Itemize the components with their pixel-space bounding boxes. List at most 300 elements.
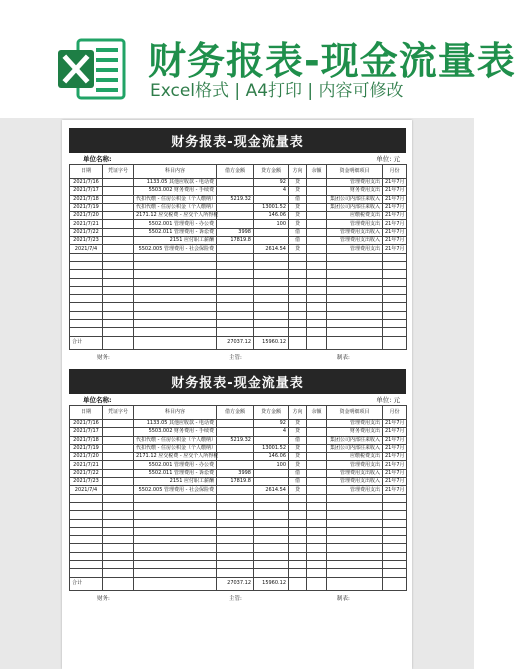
table-cell: [383, 253, 407, 261]
table-cell: [327, 536, 383, 544]
table-cell: [134, 536, 217, 544]
table-cell: [254, 228, 289, 236]
table-cell: [217, 320, 254, 328]
table-cell: [103, 502, 134, 510]
table-row: [70, 478, 407, 486]
table-cell: 管理费用支出: [327, 461, 383, 469]
table-cell: [70, 561, 103, 569]
blank-row: [70, 519, 407, 527]
unit-name-label: 单位名称:: [83, 396, 112, 404]
table-cell: 21年7月: [383, 486, 407, 494]
table-cell: 2021/7/16: [70, 179, 103, 187]
total-debit: 27037.12: [217, 577, 254, 590]
table-cell: 5502.011 管理费用 - 诉讼费: [134, 469, 217, 477]
table-cell: [307, 286, 327, 294]
table-cell: [103, 461, 134, 469]
table-cell: [307, 511, 327, 519]
table-cell: 管理费用支出: [327, 245, 383, 253]
blank-row: [70, 270, 407, 278]
table-cell: 21年7月: [383, 469, 407, 477]
unit-name-label: 单位名称:: [83, 155, 112, 163]
table-cell: [70, 328, 103, 336]
table-cell: 贷: [289, 453, 307, 461]
signature-row: [69, 350, 406, 362]
table-cell: 1133.05 其他应收款 - 电话费: [134, 420, 217, 428]
column-header: 凭证字号: [103, 406, 134, 420]
table-cell: [103, 494, 134, 502]
table-cell: [254, 569, 289, 577]
table-cell: 21年7月: [383, 203, 407, 211]
table-cell: [383, 261, 407, 269]
table-cell: [134, 253, 217, 261]
table-cell: [327, 311, 383, 319]
table-cell: 17819.8: [217, 478, 254, 486]
table-cell: [307, 478, 327, 486]
table-cell: 应缴税费支出: [327, 212, 383, 220]
table-cell: [307, 253, 327, 261]
table-cell: 2021/7/20: [70, 453, 103, 461]
sign-supervisor-label: 主管:: [229, 354, 242, 361]
table-cell: [327, 328, 383, 336]
table-cell: 5502.001 管理费用 - 办公费: [134, 220, 217, 228]
table-cell: [254, 502, 289, 510]
table-cell: [307, 179, 327, 187]
table-cell: [217, 261, 254, 269]
blank-row: [70, 561, 407, 569]
table-cell: [307, 428, 327, 436]
total-label: 合计: [70, 577, 103, 590]
column-header: 贷方金额: [254, 165, 289, 179]
table-cell: [103, 228, 134, 236]
table-cell: [103, 336, 134, 349]
table-cell: 21年7月: [383, 220, 407, 228]
table-cell: [289, 261, 307, 269]
table-cell: [103, 179, 134, 187]
table-cell: [103, 212, 134, 220]
table-cell: [103, 561, 134, 569]
table-cell: 贷: [289, 420, 307, 428]
table-cell: [254, 295, 289, 303]
table-cell: [383, 502, 407, 510]
table-cell: 管理费用支出收入: [327, 237, 383, 245]
table-cell: 贷: [289, 220, 307, 228]
table-cell: [103, 453, 134, 461]
table-cell: [289, 278, 307, 286]
table-cell: [307, 187, 327, 195]
table-cell: [289, 320, 307, 328]
column-header: 余额: [307, 165, 327, 179]
table-row: [70, 220, 407, 228]
table-cell: 2614.54: [254, 245, 289, 253]
table-cell: [70, 278, 103, 286]
table-cell: [383, 527, 407, 535]
table-cell: [103, 278, 134, 286]
table-cell: [307, 527, 327, 535]
blank-row: [70, 253, 407, 261]
table-row: [70, 461, 407, 469]
table-cell: [103, 311, 134, 319]
blank-row: [70, 494, 407, 502]
table-cell: 2021/7/21: [70, 461, 103, 469]
blank-row: [70, 536, 407, 544]
hero-header: [0, 0, 516, 118]
table-cell: 2021/7/17: [70, 187, 103, 195]
table-cell: [217, 212, 254, 220]
table-cell: 借: [289, 478, 307, 486]
table-cell: [383, 270, 407, 278]
table-cell: 2021/7/22: [70, 228, 103, 236]
table-cell: [134, 552, 217, 560]
table-cell: [307, 195, 327, 203]
sign-maker-label: 制表:: [337, 595, 350, 602]
table-cell: 2021/7/18: [70, 436, 103, 444]
table-cell: 管理费用支出收入: [327, 228, 383, 236]
blank-row: [70, 544, 407, 552]
sign-supervisor-label: 主管:: [229, 595, 242, 602]
table-row: [70, 428, 407, 436]
blank-row: [70, 286, 407, 294]
table-cell: [307, 577, 327, 590]
table-cell: [103, 436, 134, 444]
table-cell: 贷: [289, 187, 307, 195]
table-cell: 21年7月: [383, 179, 407, 187]
table-cell: [217, 453, 254, 461]
column-header: 凭证字号: [103, 165, 134, 179]
table-cell: [307, 245, 327, 253]
table-cell: [254, 311, 289, 319]
table-cell: 2614.54: [254, 486, 289, 494]
table-cell: [70, 261, 103, 269]
statement-copy-2: [69, 369, 406, 603]
table-cell: 贷: [289, 486, 307, 494]
table-cell: [327, 527, 383, 535]
table-cell: [254, 527, 289, 535]
blank-row: [70, 511, 407, 519]
table-cell: [103, 187, 134, 195]
table-cell: [134, 527, 217, 535]
table-cell: [289, 270, 307, 278]
column-header: 科目内容: [134, 406, 217, 420]
table-row: [70, 469, 407, 477]
table-cell: [134, 311, 217, 319]
table-cell: [134, 295, 217, 303]
table-row: [70, 237, 407, 245]
total-label: 合计: [70, 336, 103, 349]
table-cell: [383, 286, 407, 294]
table-cell: [103, 220, 134, 228]
total-credit: 15960.12: [254, 577, 289, 590]
table-cell: [103, 527, 134, 535]
table-cell: [307, 220, 327, 228]
sign-finance-label: 财务:: [97, 595, 110, 602]
sign-maker-label: 制表:: [337, 354, 350, 361]
table-cell: [217, 278, 254, 286]
column-header: 资金明细项目: [327, 165, 383, 179]
table-cell: [383, 569, 407, 577]
table-cell: 5502.001 管理费用 - 办公费: [134, 461, 217, 469]
table-cell: 3998: [217, 469, 254, 477]
table-cell: 2021/7/18: [70, 195, 103, 203]
table-cell: [327, 519, 383, 527]
table-cell: 2021/7/22: [70, 469, 103, 477]
table-cell: 借: [289, 436, 307, 444]
table-cell: 贷: [289, 245, 307, 253]
table-cell: 2021/7/17: [70, 428, 103, 436]
table-cell: [134, 320, 217, 328]
table-cell: 财务费用支出: [327, 187, 383, 195]
total-row: [70, 336, 407, 349]
blank-row: [70, 295, 407, 303]
table-cell: [103, 519, 134, 527]
table-cell: 5502.005 管理费用 - 社会保险费: [134, 245, 217, 253]
table-cell: [254, 320, 289, 328]
table-cell: 21年7月: [383, 453, 407, 461]
table-cell: [103, 444, 134, 452]
total-credit: 15960.12: [254, 336, 289, 349]
table-cell: [383, 328, 407, 336]
table-cell: [327, 295, 383, 303]
blank-row: [70, 328, 407, 336]
table-cell: [327, 261, 383, 269]
table-cell: [327, 569, 383, 577]
table-cell: [307, 569, 327, 577]
table-cell: 管理费用支出: [327, 486, 383, 494]
table-cell: 5219.32: [217, 436, 254, 444]
table-cell: 2021/7/23: [70, 237, 103, 245]
table-cell: [289, 527, 307, 535]
table-cell: [70, 511, 103, 519]
table-cell: [383, 295, 407, 303]
table-cell: [327, 270, 383, 278]
table-cell: 应缴税费支出: [327, 453, 383, 461]
table-row: [70, 444, 407, 452]
table-cell: [217, 569, 254, 577]
table-cell: [327, 502, 383, 510]
table-cell: [217, 187, 254, 195]
table-cell: [217, 486, 254, 494]
table-cell: [217, 328, 254, 336]
table-cell: [289, 295, 307, 303]
table-cell: [307, 295, 327, 303]
table-cell: [289, 328, 307, 336]
table-cell: [134, 544, 217, 552]
table-cell: [134, 519, 217, 527]
table-cell: [289, 552, 307, 560]
table-cell: [217, 245, 254, 253]
table-cell: [307, 494, 327, 502]
table-cell: [307, 212, 327, 220]
table-cell: 管理费用支出: [327, 220, 383, 228]
table-cell: [217, 494, 254, 502]
table-cell: 21年7月: [383, 461, 407, 469]
table-cell: [307, 278, 327, 286]
excel-logo-icon: [56, 36, 128, 102]
table-cell: [307, 453, 327, 461]
table-cell: 92: [254, 420, 289, 428]
table-cell: [307, 311, 327, 319]
table-cell: 集团公司内部往来收入: [327, 436, 383, 444]
table-cell: 2021/7/20: [70, 212, 103, 220]
spreadsheet-preview: [62, 120, 412, 669]
table-cell: 21年7月: [383, 444, 407, 452]
column-header: 科目内容: [134, 165, 217, 179]
table-cell: [254, 544, 289, 552]
table-cell: [134, 577, 217, 590]
table-cell: 代扣代缴 - 住房公积金（个人缴纳）: [134, 444, 217, 452]
blank-row: [70, 569, 407, 577]
table-cell: 21年7月: [383, 237, 407, 245]
unit-row: [69, 394, 406, 405]
table-cell: [289, 311, 307, 319]
table-row: [70, 203, 407, 211]
table-cell: [217, 544, 254, 552]
table-cell: 贷: [289, 203, 307, 211]
total-debit: 27037.12: [217, 336, 254, 349]
table-cell: [103, 328, 134, 336]
table-cell: [217, 303, 254, 311]
blank-row: [70, 303, 407, 311]
table-cell: [307, 461, 327, 469]
table-cell: 21年7月: [383, 428, 407, 436]
table-cell: [134, 336, 217, 349]
table-cell: [103, 544, 134, 552]
table-header-row: [70, 165, 407, 179]
table-cell: [70, 270, 103, 278]
column-header: 借方金额: [217, 165, 254, 179]
table-cell: 2021/7/19: [70, 444, 103, 452]
table-cell: [217, 552, 254, 560]
table-cell: [289, 544, 307, 552]
table-cell: [70, 544, 103, 552]
statement-copy-1: [69, 128, 406, 362]
table-cell: [217, 179, 254, 187]
table-cell: [70, 286, 103, 294]
table-cell: [289, 519, 307, 527]
table-cell: [103, 253, 134, 261]
table-cell: 2171.12 应交税费 - 应交个人所得税: [134, 212, 217, 220]
table-cell: [383, 311, 407, 319]
table-cell: 2151 应付职工薪酬: [134, 478, 217, 486]
table-cell: [70, 519, 103, 527]
table-cell: 2021/7/4: [70, 486, 103, 494]
table-cell: [103, 286, 134, 294]
table-cell: 100: [254, 220, 289, 228]
table-cell: [254, 561, 289, 569]
table-cell: 92: [254, 179, 289, 187]
table-row: [70, 179, 407, 187]
table-cell: [383, 519, 407, 527]
table-cell: [289, 336, 307, 349]
table-cell: [383, 544, 407, 552]
table-cell: 集团公司内部往来收入: [327, 203, 383, 211]
table-cell: [327, 494, 383, 502]
table-cell: [307, 303, 327, 311]
table-cell: 管理费用支出收入: [327, 478, 383, 486]
table-cell: [307, 228, 327, 236]
table-cell: [289, 303, 307, 311]
table-cell: [254, 237, 289, 245]
table-cell: [70, 320, 103, 328]
table-cell: [103, 295, 134, 303]
table-cell: [254, 195, 289, 203]
table-cell: [289, 494, 307, 502]
table-cell: [383, 278, 407, 286]
table-cell: 21年7月: [383, 187, 407, 195]
table-cell: [327, 561, 383, 569]
signature-row: [69, 591, 406, 603]
table-cell: [103, 552, 134, 560]
table-cell: [254, 328, 289, 336]
table-cell: [70, 303, 103, 311]
table-cell: [307, 270, 327, 278]
table-cell: [307, 536, 327, 544]
table-cell: [383, 320, 407, 328]
table-cell: [70, 295, 103, 303]
table-row: [70, 486, 407, 494]
table-cell: [254, 303, 289, 311]
table-cell: 2021/7/4: [70, 245, 103, 253]
column-header: 月份: [383, 406, 407, 420]
table-cell: 146.06: [254, 212, 289, 220]
table-cell: 2021/7/16: [70, 420, 103, 428]
table-cell: [307, 544, 327, 552]
table-cell: [103, 536, 134, 544]
table-cell: [289, 286, 307, 294]
table-cell: 21年7月: [383, 245, 407, 253]
table-cell: [383, 303, 407, 311]
table-cell: [217, 561, 254, 569]
table-cell: [327, 544, 383, 552]
table-cell: [254, 253, 289, 261]
table-cell: [217, 311, 254, 319]
table-cell: 21年7月: [383, 420, 407, 428]
table-cell: [103, 261, 134, 269]
table-cell: 4: [254, 187, 289, 195]
table-cell: [103, 486, 134, 494]
table-row: [70, 245, 407, 253]
table-row: [70, 436, 407, 444]
table-cell: [254, 278, 289, 286]
table-cell: 5502.011 管理费用 - 诉讼费: [134, 228, 217, 236]
cash-flow-table: [69, 164, 407, 350]
table-cell: [254, 436, 289, 444]
table-cell: [103, 270, 134, 278]
table-cell: [134, 278, 217, 286]
table-cell: [70, 536, 103, 544]
table-cell: [217, 461, 254, 469]
table-cell: [307, 420, 327, 428]
table-cell: [307, 320, 327, 328]
column-header: 贷方金额: [254, 406, 289, 420]
table-cell: 5219.32: [217, 195, 254, 203]
table-cell: 借: [289, 237, 307, 245]
table-cell: [217, 519, 254, 527]
table-header-row: [70, 406, 407, 420]
table-cell: [254, 270, 289, 278]
table-cell: 2171.12 应交税费 - 应交个人所得税: [134, 453, 217, 461]
table-cell: 集团公司内部往来收入: [327, 444, 383, 452]
table-cell: [134, 569, 217, 577]
table-cell: 代扣代缴 - 住房公积金（个人缴纳）: [134, 436, 217, 444]
table-cell: [217, 428, 254, 436]
column-header: 方向: [289, 406, 307, 420]
hero-title: 财务报表-现金流量表: [148, 39, 516, 83]
table-cell: [134, 494, 217, 502]
table-row: [70, 228, 407, 236]
table-cell: [103, 320, 134, 328]
table-cell: 借: [289, 195, 307, 203]
cash-flow-table: [69, 405, 407, 591]
